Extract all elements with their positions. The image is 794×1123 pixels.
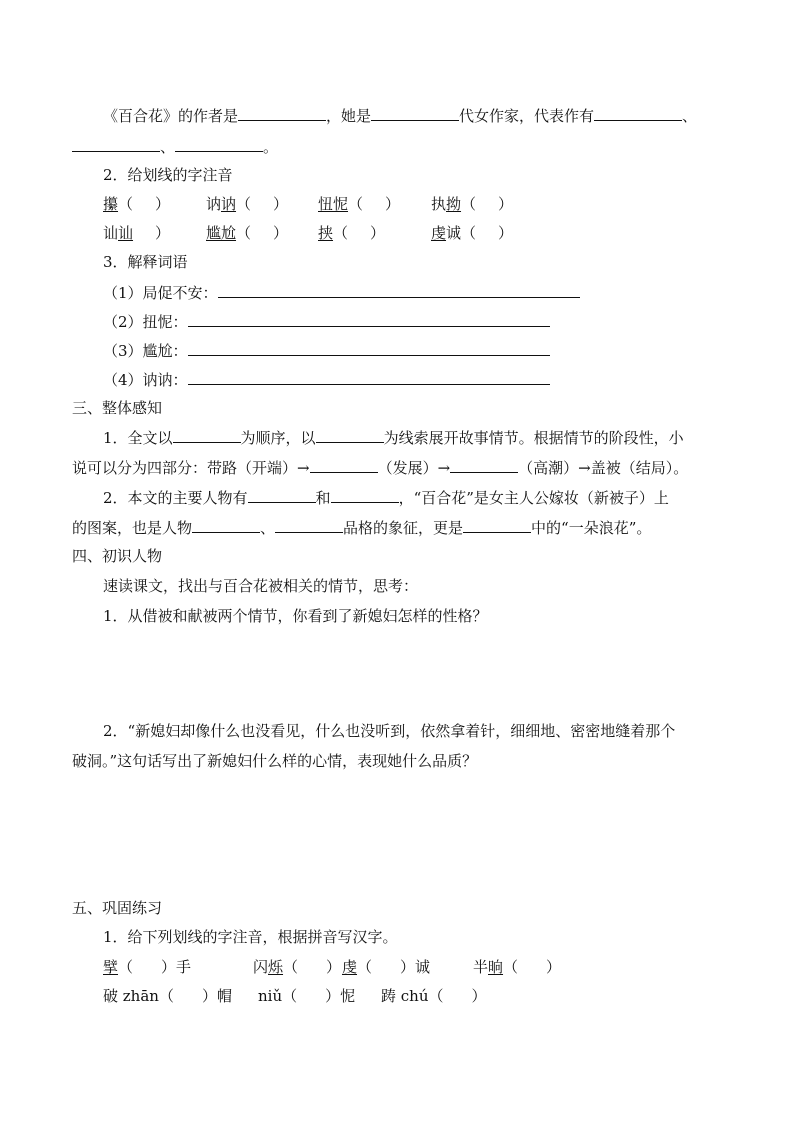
word-niuni: 忸怩 <box>318 195 349 213</box>
author-name-blank[interactable] <box>238 106 326 121</box>
explain-title: 3．解释词语 <box>103 253 188 271</box>
word-nene: 讷 <box>221 195 237 213</box>
author-prefix: 《百合花》的作者是 <box>103 107 239 125</box>
explain-blank-3[interactable] <box>188 341 550 356</box>
word-zuan: 攥 <box>103 195 119 213</box>
author-mid: ，她是 <box>326 107 372 125</box>
section-4-q2-line1: 2．“新媳妇却像什么也没看见，什么也没听到，依然拿着针，细细地、密密地缝着那个 <box>103 722 676 740</box>
word-qiancheng: 虔 <box>431 224 447 242</box>
explain-blank-1[interactable] <box>218 283 580 298</box>
word-qian: 虔 <box>342 958 358 976</box>
character-blank-2[interactable] <box>331 488 399 503</box>
word-bo: 擘 <box>103 958 119 976</box>
wave-blank[interactable] <box>463 518 531 533</box>
word-shuo: 烁 <box>268 958 284 976</box>
word-shang: 晌 <box>488 958 504 976</box>
explain-item-3: （3）尴尬： <box>103 341 550 361</box>
exercise-row-2: 破 zhān（ ）帽 niǔ（ ）怩 踌 chú（ ） <box>103 987 487 1005</box>
author-mid2: 代女作家，代表作有 <box>459 107 595 125</box>
masterpiece-blank-3[interactable] <box>175 137 263 152</box>
pinyin-row-1: 攥（ ） 讷讷（ ） 忸怩（ ） 执拗（ ） <box>103 195 514 213</box>
masterpiece-blank-2[interactable] <box>72 137 160 152</box>
overall-q1-line2: 说可以分为四部分：带路（开端）→ （发展）→ （高潮）→盖被（结局）。 <box>72 459 689 477</box>
author-question-line1 <box>103 106 697 126</box>
section-4-heading: 四、初识人物 <box>72 547 163 565</box>
symbol-blank-1[interactable] <box>192 518 260 533</box>
explain-blank-2[interactable] <box>188 312 550 327</box>
symbol-blank-2[interactable] <box>275 518 343 533</box>
section-5-q1: 1．给下列划线的字注音，根据拼音写汉字。 <box>103 928 398 946</box>
explain-item-4: （4）讷讷： <box>103 370 550 390</box>
overall-q2-line2: 的图案，也是人物 、 品格的象征，更是 中的“一朵浪花”。 <box>72 519 652 537</box>
author-question-line2 <box>72 137 278 157</box>
section-3-heading: 三、整体感知 <box>72 399 163 417</box>
masterpiece-blank-1[interactable] <box>594 106 682 121</box>
author-sep2: 、 <box>160 138 176 156</box>
word-xie: 挟 <box>318 224 334 242</box>
overall-q1-line1: 1．全文以 为顺序，以 为线索展开故事情节。根据情节的阶段性，小 <box>103 429 684 447</box>
explain-item-2: （2）扭怩： <box>103 312 550 332</box>
order-blank[interactable] <box>173 428 241 443</box>
character-blank-1[interactable] <box>248 488 316 503</box>
author-end: 。 <box>263 138 279 156</box>
climax-blank[interactable] <box>450 458 518 473</box>
overall-q2-line1: 2．本文的主要人物有 和 ，“百合花”是女主人公嫁妆（新被子）上 <box>103 489 669 507</box>
explain-item-1: （1）局促不安： <box>103 283 580 303</box>
explain-blank-4[interactable] <box>188 370 550 385</box>
pinyin-title: 2．给划线的字注音 <box>103 166 233 184</box>
section-4-q2-line2: 破洞。”这句话写出了新媳妇什么样的心情，表现她什么品质？ <box>72 752 478 770</box>
clue-blank[interactable] <box>316 428 384 443</box>
word-zhiniu: 拗 <box>446 195 462 213</box>
word-ganga: 尴尬 <box>206 224 237 242</box>
section-4-intro: 速读课文，找出与百合花被相关的情节，思考： <box>103 577 419 595</box>
section-4-q1: 1．从借被和献被两个情节，你看到了新媳妇怎样的性格？ <box>103 607 488 625</box>
development-blank[interactable] <box>310 458 378 473</box>
author-era-blank[interactable] <box>371 106 459 121</box>
word-shanshan: 讪 <box>118 224 134 242</box>
author-sep1: 、 <box>682 107 698 125</box>
section-5-heading: 五、巩固练习 <box>72 899 163 917</box>
pinyin-row-2: 讪讪 ） 尴尬（ ） 挟（ ） 虔诚（ ） <box>103 224 514 242</box>
exercise-row-1: 擘（ ）手 闪烁（ ）虔（ ）诚 半晌（ ） <box>103 958 562 976</box>
